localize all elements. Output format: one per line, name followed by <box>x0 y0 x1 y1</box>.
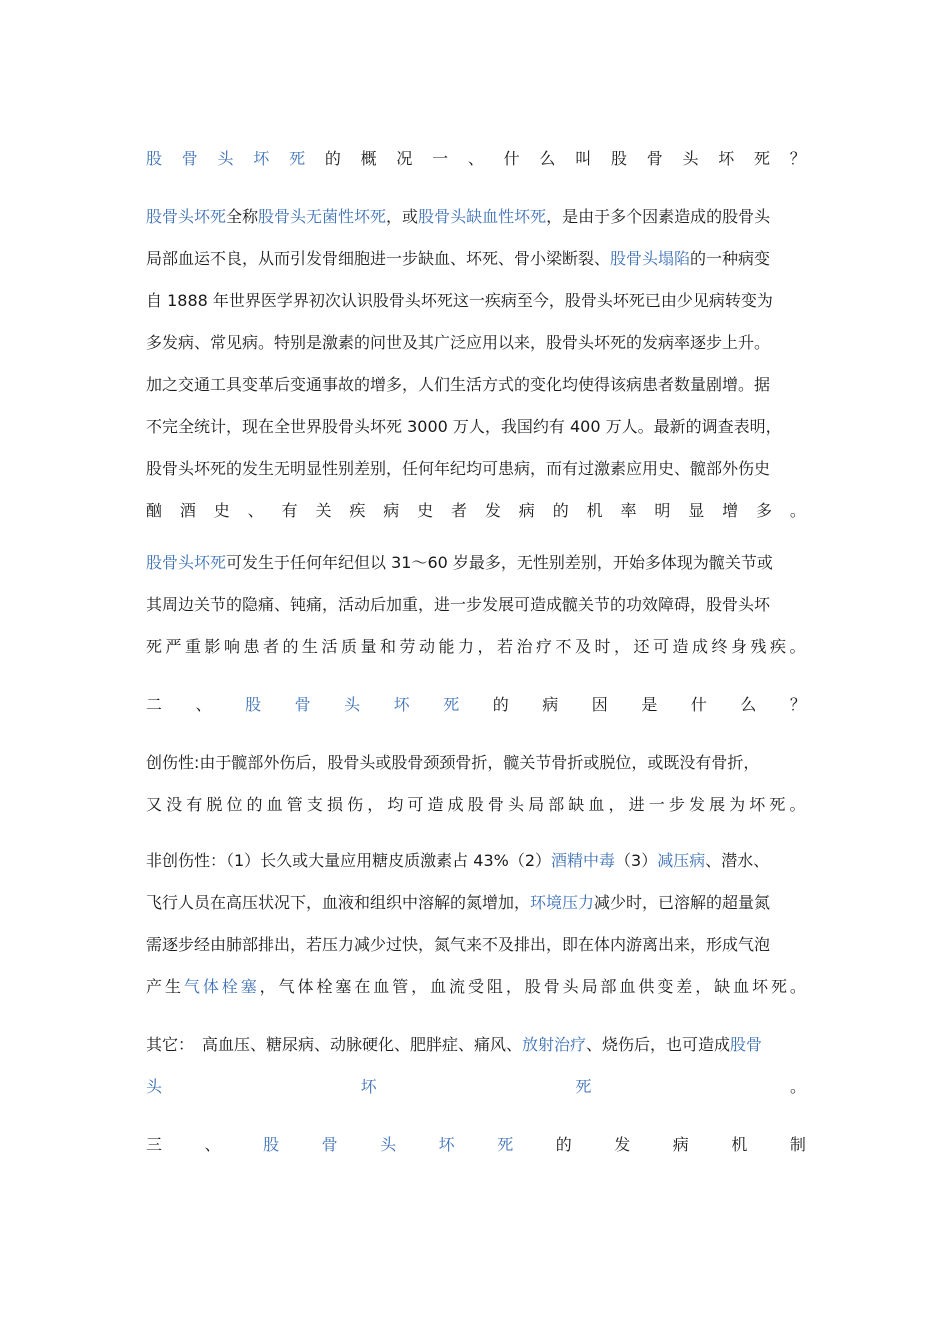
heading-1-char-14: 骨 <box>646 149 663 168</box>
p1l1-link-2[interactable]: 股骨头无菌性坏死 <box>258 207 387 226</box>
p4l4-char-21: 骨 <box>543 977 560 996</box>
p3l2-char-16: 股 <box>467 795 484 814</box>
heading-2-link-char-5[interactable]: 坏 <box>393 695 410 714</box>
p4l4-char-33: 死 <box>770 977 787 996</box>
p3l2-char-6: 血 <box>266 795 283 814</box>
p4l4-char-31: 血 <box>733 977 750 996</box>
p3l2-char-13: 可 <box>407 795 424 814</box>
p1l8-char-10: 发 <box>484 501 501 520</box>
heading-2-link-char-3[interactable]: 骨 <box>294 695 311 714</box>
p2l3-char-15: 能 <box>438 637 455 656</box>
p3l2-char-19: 局 <box>528 795 545 814</box>
p3l2-char-15: 成 <box>447 795 464 814</box>
p4l4-char-18: 阻 <box>486 977 503 996</box>
p1l1-text-1: 全称 <box>226 207 259 226</box>
heading-1-link-char-0[interactable]: 股 <box>146 149 163 168</box>
p3l2-char-8: 支 <box>306 795 323 814</box>
heading-3-char-10: 机 <box>731 1135 748 1154</box>
p3l2-char-3: 脱 <box>206 795 223 814</box>
p4l4-char-12: 血 <box>373 977 390 996</box>
p4l4-char-17: 受 <box>467 977 484 996</box>
p2l3-char-20: 疗 <box>536 637 553 656</box>
p2l3-char-28: 成 <box>692 637 709 656</box>
p4l4-char-1: 生 <box>164 977 181 996</box>
p4l4-char-6: ， <box>259 977 276 996</box>
p1l8-char-1: 酒 <box>179 501 196 520</box>
heading-1-char-12: 叫 <box>575 149 592 168</box>
p3l2-char-31: 死 <box>769 795 786 814</box>
heading-2-char-10: 是 <box>641 695 658 714</box>
heading-3-char-1: 、 <box>204 1135 221 1154</box>
heading-1-char-5: 的 <box>324 149 341 168</box>
p4l4-char-24: 部 <box>600 977 617 996</box>
p2l3-char-24: ， <box>614 637 631 656</box>
p3l2-char-5: 的 <box>246 795 263 814</box>
p2l3-char-5: 患 <box>243 637 260 656</box>
heading-3-char-0: 三 <box>146 1135 163 1154</box>
heading-1-char-17: 死 <box>754 149 771 168</box>
p2l3-char-26: 可 <box>653 637 670 656</box>
p3l2-char-24: 进 <box>628 795 645 814</box>
p4l4-char-14: ， <box>411 977 428 996</box>
p3l2-char-4: 位 <box>226 795 243 814</box>
p2l3-char-19: 治 <box>516 637 533 656</box>
paragraph-1-line-3: 自 1888 年世界医学界初次认识股骨头坏死这一疾病至今，股骨头坏死已由少见病转变为 <box>146 291 773 310</box>
p1l8-char-0: 酗 <box>146 501 163 520</box>
paragraph-2-line-1 <box>146 542 806 584</box>
p4l4-char-10: 塞 <box>335 977 352 996</box>
p2l3-char-25: 还 <box>633 637 650 656</box>
p4l1-text-0: 非创伤性：（1）长久或大量应用糖皮质激素占 43%（2） <box>146 851 552 870</box>
p5l2-link-char-1[interactable]: 坏 <box>360 1077 377 1096</box>
p2l3-char-6: 者 <box>263 637 280 656</box>
heading-1-char-7: 况 <box>396 149 413 168</box>
p4l1-link-1[interactable]: 酒精中毒 <box>551 851 616 870</box>
p4l4-char-0: 产 <box>146 977 163 996</box>
paragraph-4-line-1 <box>146 840 806 882</box>
section-heading-2 <box>146 684 806 726</box>
heading-1-link-char-4[interactable]: 死 <box>289 149 306 168</box>
heading-3-char-11: 制 <box>789 1135 806 1154</box>
p1l8-char-19: 。 <box>789 501 806 520</box>
p2l3-char-17: ， <box>477 637 494 656</box>
p3l2-char-12: 均 <box>387 795 404 814</box>
p3l2-char-29: 为 <box>729 795 746 814</box>
paragraph-5-line-2 <box>146 1066 806 1108</box>
heading-3-link-char-4[interactable]: 头 <box>380 1135 397 1154</box>
p3l2-char-0: 又 <box>146 795 163 814</box>
p2l3-char-29: 终 <box>711 637 728 656</box>
paragraph-1-line-8 <box>146 490 806 532</box>
p4l4-char-19: ， <box>505 977 522 996</box>
p5l2-link-char-2[interactable]: 死 <box>575 1077 592 1096</box>
p4l4-link-char-2[interactable]: 气 <box>183 977 200 996</box>
paragraph-4-line-2 <box>146 882 806 924</box>
heading-1-char-9: 、 <box>467 149 484 168</box>
heading-2-char-1: 、 <box>195 695 212 714</box>
heading-2-link-char-4[interactable]: 头 <box>344 695 361 714</box>
p2l3-char-32: 疾 <box>770 637 787 656</box>
p3l2-char-2: 有 <box>186 795 203 814</box>
p1l8-char-18: 多 <box>756 501 773 520</box>
p3l2-char-22: 血 <box>588 795 605 814</box>
p4l4-char-11: 在 <box>354 977 371 996</box>
paragraph-2-line-3 <box>146 626 806 668</box>
paragraph-3-line-2 <box>146 784 806 826</box>
heading-3-char-8: 发 <box>614 1135 631 1154</box>
p5l1-text-2: 、烧伤后，也可造成 <box>586 1035 731 1054</box>
p2l3-char-3: 影 <box>204 637 221 656</box>
p3l2-char-28: 展 <box>709 795 726 814</box>
p3l2-char-32: 。 <box>789 795 806 814</box>
p4l4-char-20: 股 <box>524 977 541 996</box>
p1l1-text-3: ，或 <box>386 207 419 226</box>
p1l8-char-16: 显 <box>688 501 705 520</box>
p4l4-link-char-5[interactable]: 塞 <box>240 977 257 996</box>
p1l1-link-4[interactable]: 股骨头缺血性坏死 <box>418 207 547 226</box>
p4l4-char-23: 局 <box>581 977 598 996</box>
p3l2-char-1: 没 <box>166 795 183 814</box>
p3l2-char-14: 造 <box>427 795 444 814</box>
p3l2-char-26: 步 <box>668 795 685 814</box>
heading-3-link-char-6[interactable]: 死 <box>497 1135 514 1154</box>
p4l4-char-29: ， <box>695 977 712 996</box>
p2l3-char-13: 劳 <box>399 637 416 656</box>
p4l4-char-25: 血 <box>619 977 636 996</box>
p2l3-char-12: 和 <box>380 637 397 656</box>
p4l4-char-28: 差 <box>676 977 693 996</box>
p1l8-char-15: 明 <box>654 501 671 520</box>
p3l2-char-17: 骨 <box>487 795 504 814</box>
p2l3-char-16: 力 <box>458 637 475 656</box>
p3l2-char-30: 坏 <box>749 795 766 814</box>
p1l2-text-2: 的一种病变 <box>690 249 771 268</box>
heading-1-char-15: 头 <box>682 149 699 168</box>
heading-2-char-9: 因 <box>591 695 608 714</box>
p2l3-char-4: 响 <box>224 637 241 656</box>
p2l3-char-27: 造 <box>672 637 689 656</box>
p3l2-char-27: 发 <box>688 795 705 814</box>
heading-2-char-12: 么 <box>740 695 757 714</box>
p1l8-char-5: 关 <box>315 501 332 520</box>
paragraph-1-line-6: 不完全统计，现在全世界股骨头坏死 3000 万人，我国约有 400 万人。最新的调查表明， <box>146 417 782 436</box>
p4l4-char-27: 变 <box>657 977 674 996</box>
p1l1-text-5: ，是由于多个因素造成的股骨头 <box>546 207 771 226</box>
heading-2-link-char-2[interactable]: 股 <box>245 695 262 714</box>
paragraph-1-line-2 <box>146 238 806 280</box>
p2l3-char-18: 若 <box>497 637 514 656</box>
p2l3-char-30: 身 <box>731 637 748 656</box>
heading-1-char-13: 股 <box>610 149 627 168</box>
p4l2-text-2: 减少时，已溶解的超量氮 <box>594 893 771 912</box>
p2l3-char-21: 不 <box>555 637 572 656</box>
heading-3-link-char-2[interactable]: 股 <box>263 1135 280 1154</box>
heading-3-link-char-3[interactable]: 骨 <box>321 1135 338 1154</box>
p1l8-char-3: 、 <box>247 501 264 520</box>
p2l3-char-8: 生 <box>302 637 319 656</box>
p3l2-char-25: 一 <box>648 795 665 814</box>
p5l2-link-char-0[interactable]: 头 <box>146 1077 163 1096</box>
p3l2-char-20: 部 <box>548 795 565 814</box>
p3l2-char-21: 缺 <box>568 795 585 814</box>
section-heading-1 <box>146 138 806 180</box>
p4l4-char-34: 。 <box>789 977 806 996</box>
p1l8-char-9: 者 <box>451 501 468 520</box>
p4l1-text-2: （3） <box>615 851 658 870</box>
p2l3-char-22: 及 <box>575 637 592 656</box>
p2l3-char-14: 动 <box>419 637 436 656</box>
heading-2-char-0: 二 <box>146 695 163 714</box>
p2l3-char-11: 量 <box>360 637 377 656</box>
p5l1-text-0: 其它： 高血压、糖尿病、动脉硬化、肥胖症、痛风、 <box>146 1035 523 1054</box>
p1l8-char-6: 疾 <box>349 501 366 520</box>
p4l4-char-13: 管 <box>392 977 409 996</box>
heading-2-char-11: 什 <box>690 695 707 714</box>
p2l1-link-0[interactable]: 股骨头坏死 <box>146 553 227 572</box>
heading-3-char-9: 病 <box>672 1135 689 1154</box>
heading-2-link-char-6[interactable]: 死 <box>443 695 460 714</box>
p4l4-link-char-3[interactable]: 体 <box>202 977 219 996</box>
paragraph-2-line-2: 其周边关节的隐痛、钝痛，活动后加重，进一步发展可造成髋关节的功效障碍，股骨头坏 <box>146 595 771 614</box>
p4l4-char-32: 坏 <box>752 977 769 996</box>
p2l3-char-2: 重 <box>185 637 202 656</box>
p1l8-char-4: 有 <box>281 501 298 520</box>
p1l8-char-11: 病 <box>518 501 535 520</box>
p2l3-char-7: 的 <box>282 637 299 656</box>
heading-1-char-8: 一 <box>432 149 449 168</box>
heading-1-link-char-2[interactable]: 头 <box>217 149 234 168</box>
heading-1-char-18: ？ <box>789 149 806 168</box>
p4l4-char-30: 缺 <box>714 977 731 996</box>
p2l3-char-33: 。 <box>789 637 806 656</box>
heading-2-char-13: ？ <box>789 695 806 714</box>
p5l1-link-1[interactable]: 放射治疗 <box>522 1035 587 1054</box>
heading-1-link-char-1[interactable]: 骨 <box>181 149 198 168</box>
p5l2-char-3: 。 <box>789 1077 806 1096</box>
p4l4-char-8: 体 <box>297 977 314 996</box>
paragraph-4-line-4 <box>146 966 806 1008</box>
p4l4-char-22: 头 <box>562 977 579 996</box>
p2l3-char-23: 时 <box>594 637 611 656</box>
heading-3-char-7: 的 <box>555 1135 572 1154</box>
p4l2-link-1[interactable]: 环境压力 <box>530 893 595 912</box>
heading-3-link-char-5[interactable]: 坏 <box>438 1135 455 1154</box>
p1l8-char-8: 史 <box>417 501 434 520</box>
paragraph-1-line-5: 加之交通工具变革后变通事故的增多，人们生活方式的变化均使得该病患者数量剧增。据 <box>146 375 771 394</box>
p1l8-char-17: 增 <box>722 501 739 520</box>
paragraph-1-line-7: 股骨头坏死的发生无明显性别差别，任何年纪均可患病，而有过激素应用史、髋部外伤史 <box>146 459 771 478</box>
p2l3-char-10: 质 <box>341 637 358 656</box>
heading-2-char-7: 的 <box>492 695 509 714</box>
p4l4-char-15: 血 <box>430 977 447 996</box>
p3l2-char-18: 头 <box>507 795 524 814</box>
p1l2-link-1[interactable]: 股骨头塌陷 <box>610 249 691 268</box>
paragraph-4-line-3: 需逐步经由肺部排出，若压力减少过快，氮气来不及排出，即在体内游离出来，形成气泡 <box>146 935 771 954</box>
p1l8-char-13: 机 <box>586 501 603 520</box>
p2l1-text-1: 可发生于任何年纪但以 31～60 岁最多，无性别差别，开始多体现为髋关节或 <box>226 553 773 572</box>
p3l2-char-11: ， <box>367 795 384 814</box>
heading-1-char-6: 概 <box>360 149 377 168</box>
p1l8-char-2: 史 <box>213 501 230 520</box>
p5l1-link-3[interactable]: 股骨 <box>730 1035 763 1054</box>
heading-1-char-11: 么 <box>539 149 556 168</box>
p4l4-char-7: 气 <box>278 977 295 996</box>
p3l2-char-23: ， <box>608 795 625 814</box>
p1l8-char-12: 的 <box>552 501 569 520</box>
p2l3-char-0: 死 <box>146 637 163 656</box>
p3l2-char-9: 损 <box>326 795 343 814</box>
p2l3-char-1: 严 <box>165 637 182 656</box>
p1l8-char-7: 病 <box>383 501 400 520</box>
paragraph-5-line-1 <box>146 1024 806 1066</box>
paragraph-1-line-1 <box>146 196 806 238</box>
p4l1-link-3[interactable]: 减压病 <box>657 851 706 870</box>
p4l4-link-char-4[interactable]: 栓 <box>221 977 238 996</box>
heading-1-link-char-3[interactable]: 坏 <box>253 149 270 168</box>
p4l4-char-26: 供 <box>638 977 655 996</box>
p3l2-char-10: 伤 <box>347 795 364 814</box>
p1l1-link-0[interactable]: 股骨头坏死 <box>146 207 227 226</box>
p4l1-text-4: 、潜水、 <box>705 851 770 870</box>
p4l4-char-9: 栓 <box>316 977 333 996</box>
heading-1-char-16: 坏 <box>718 149 735 168</box>
paragraph-3-line-1: 创伤性:由于髋部外伤后，股骨头或股骨颈颈骨折，髋关节骨折或脱位，或既没有骨折， <box>146 753 760 772</box>
paragraph-1-line-4: 多发病、常见病。特别是激素的问世及其广泛应用以来，股骨头坏死的发病率逐步上升。 <box>146 333 771 352</box>
heading-1-char-10: 什 <box>503 149 520 168</box>
section-heading-3 <box>146 1124 806 1166</box>
p2l3-char-9: 活 <box>321 637 338 656</box>
heading-2-char-8: 病 <box>542 695 559 714</box>
p3l2-char-7: 管 <box>286 795 303 814</box>
p1l8-char-14: 率 <box>620 501 637 520</box>
p1l2-text-0: 局部血运不良，从而引发骨细胞进一步缺血、坏死、骨小梁断裂、 <box>146 249 611 268</box>
p4l4-char-16: 流 <box>449 977 466 996</box>
p4l2-text-0: 飞行人员在高压状况下，血液和组织中溶解的氮增加， <box>146 893 531 912</box>
p2l3-char-31: 残 <box>750 637 767 656</box>
